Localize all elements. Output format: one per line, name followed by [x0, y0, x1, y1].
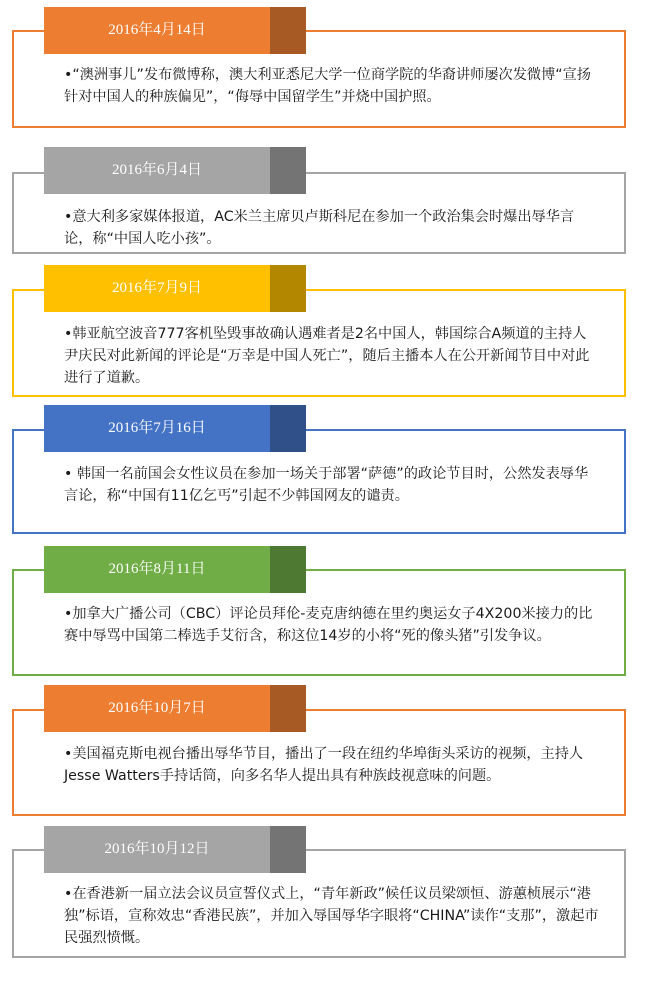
event-date-tab — [44, 405, 306, 452]
event-description: •韩亚航空波音777客机坠毁事故确认遇难者是2名中国人，韩国综合A频道的主持人尹庆民对此新闻的评论是“万幸是中国人死亡”，随后主播本人在公开新闻节目中对此进行了道歉。 — [64, 326, 590, 386]
event-description: •在香港新一届立法会议员宣誓仪式上，“青年新政”候任议员梁颂恒、游蕙桢展示“港独”标语，宣称效忠“香港民族”，并加入辱国辱华字眼将“CHINA”读作“支那”，激起市民强烈愤慨。 — [64, 886, 599, 946]
event-date: 2016年8月11日 — [108, 561, 206, 577]
event-date-tab — [44, 546, 306, 593]
event-date: 2016年7月16日 — [108, 420, 206, 436]
event-date: 2016年4月14日 — [108, 22, 206, 38]
event-date: 2016年10月7日 — [108, 700, 206, 716]
event-description: •美国福克斯电视台播出辱华节目，播出了一段在纽约华埠街头采访的视频，主持人Jesse Watters手持话筒，向多名华人提出具有种族歧视意味的问题。 — [64, 746, 584, 784]
event-date-tab — [44, 685, 306, 732]
event-date: 2016年6月4日 — [111, 162, 202, 178]
event-date-tab — [44, 265, 306, 312]
event-date-tab — [44, 147, 306, 194]
event-date-tab — [44, 826, 306, 873]
event-date-tab — [44, 7, 306, 54]
event-description: •“澳洲事儿”发布微博称，澳大利亚悉尼大学一位商学院的华裔讲师屡次发微博“宣扬针对中国人的种族偏见”，“侮辱中国留学生”并烧中国护照。 — [64, 67, 591, 105]
event-description: •意大利多家媒体报道，AC米兰主席贝卢斯科尼在参加一个政治集会时爆出辱华言论，称“中国人吃小孩”。 — [64, 209, 575, 247]
event-date: 2016年10月12日 — [104, 841, 210, 857]
event-description: •加拿大广播公司（CBC）评论员拜伦-麦克唐纳德在里约奥运女子4X200米接力的比赛中辱骂中国第二棒选手艾衍含，称这位14岁的小将“死的像头猪”引发争议。 — [64, 606, 593, 644]
event-description: • 韩国一名前国会女性议员在参加一场关于部署“萨德”的政论节目时，公然发表辱华言论，称“中国有11亿乞丐”引起不少韩国网友的谴责。 — [64, 466, 589, 504]
event-date: 2016年7月9日 — [111, 280, 202, 296]
